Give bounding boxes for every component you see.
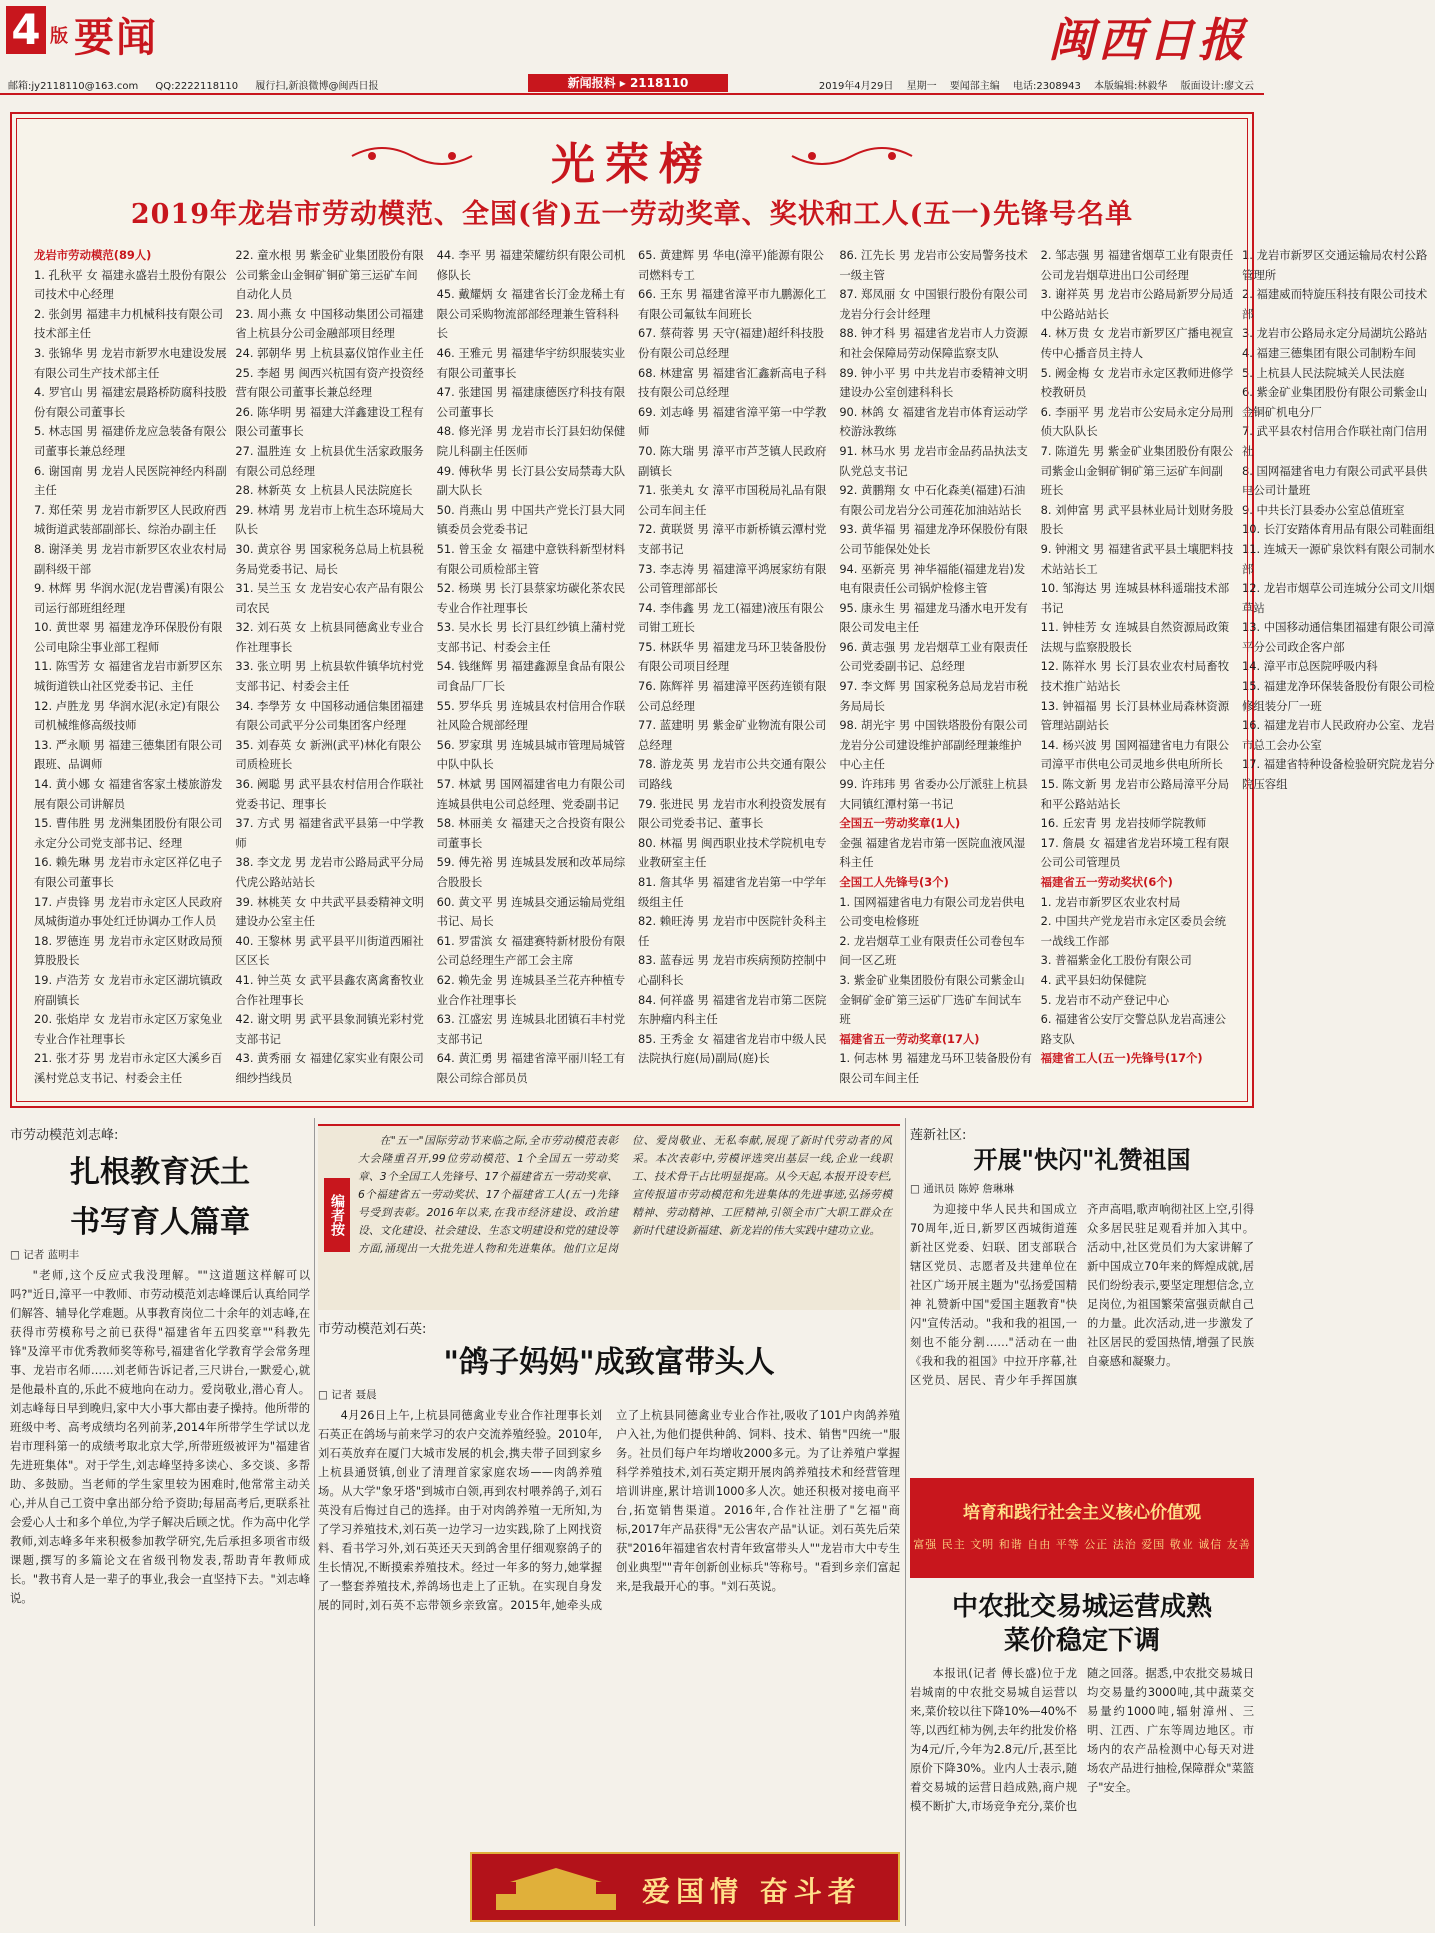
editor-note-tag: 编者按 [324,1178,350,1252]
honor-entry: 69. 刘志峰 男 福建省漳平第一中学教师 [637,404,827,439]
section-title: 要闻 [74,15,158,61]
article-headline: 中农批交易城运营成熟 [951,1592,1212,1622]
honor-entry: 54. 钱继辉 男 福建鑫源皇食品有限公司食品厂厂长 [436,659,626,694]
honor-entry: 22. 童水根 男 紫金矿业集团股份有限公司紫金山金铜矿铜矿第三运矿车间自动化人员 [235,248,424,302]
honor-subtitle: 2019年龙岩市劳动模范、全国(省)五一劳动奖章、奖状和工人(五一)先锋号名单 [130,199,1134,230]
honor-entry: 95. 康永生 男 福建龙马潘水电开发有限公司发电主任 [839,600,1028,635]
honor-entry: 32. 刘石英 女 上杭县同德禽业专业合作社理事长 [235,620,424,654]
paper-logo: 闽西日报 [1048,13,1248,67]
honor-entry: 4. 福建三德集团有限公司制粉车间 [1241,345,1416,360]
honor-entry: 94. 巫新亮 男 神华福能(福建龙岩)发电有限责任公司锅炉检修主管 [839,561,1026,596]
article-body: "老师,这个反应式我没理解。""这道题这样解可以吗?"近日,漳平一中教师、市劳动模范刘志峰课后认真给同学们解答、辅导化学难题。从事教育岗位二十余年的刘志峰,在获得市劳模称号之前已获得"福建省年五四奖章""科教先锋"及漳平市优秀教师奖等称号,福建省化学教育学会常务理事、龙岩市名师……刘老师告诉记者,三尺讲台,一默爱心,就是他最朴直的,乐此不疲地向在动力。爱岗敬业,潜心育人。刘志峰每日早到晚归,家中大小事大都由妻子操持。他所带的班级中考、高考成绩均名列前茅,2014年所带学生学试以龙岩市理科第一的成绩考取北京大学,所带班级被评为"福建省先进班集体"。对于学生,刘志峰坚持多读心、多交谈、多帮助、多鼓励。当老师的学生家里较为困难时,他常常主动关心,并从自己工资中拿出部分给予资助;每届高考后,更联系社会爱心人士和多个单位,为学子解决后顾之忧。作为高中化学教师,刘志峰多年来积极参加教学研究,先后承担多项省市级课题,撰写的多篇论文在省级刊物发表,帮助青年教师成长。"教书育人是一辈子的事业,我会一直坚持下去。"刘志峰说。 [10,1269,310,1605]
honor-entry: 12. 龙岩市烟草公司连城分公司文川烟草站 [1241,581,1435,615]
honor-entry: 58. 林丽美 女 福建天之合投资有限公司董事长 [436,816,626,850]
honor-entry: 57. 林斌 男 国网福建省电力有限公司连城县供电公司总经理、党委副书记 [436,777,626,811]
honor-entry: 85. 王秀金 女 福建省龙岩市中级人民法院执行庭(局)副局(庭)长 [637,1031,827,1066]
honor-entry: 61. 罗雷滨 女 福建赛特新材股份有限公司总经理生产部工会主席 [436,933,626,968]
honor-entry: 14. 漳平市总医院呼吸内科 [1241,659,1378,674]
honor-entry: 16. 福建龙岩市人民政府办公室、龙岩市总工会办公室 [1241,718,1435,752]
honor-entry: 72. 黄联贤 男 漳平市新桥镇云潭村党支部书记 [637,522,827,556]
patriotic-banner [470,1852,900,1922]
honor-category: 福建省五一劳动奖章(17人) [839,1031,980,1046]
honor-entry: 53. 吴水长 男 长汀县红纱镇上蒲村党支部书记、村委会主任 [436,620,626,654]
honor-entry: 17. 詹晨 女 福建省龙岩环境工程有限公司公司管理员 [1040,835,1230,870]
article-headline: 开展"快闪"礼赞祖国 [973,1145,1191,1174]
honor-entry: 39. 林桃芙 女 中共武平县委精神文明建设办公室主任 [235,894,424,929]
article-body: 4月26日上午,上杭县同德禽业专业合作社理事长刘石英正在鸽场与前来学习的农户交流养殖经验。2010年,刘石英放弃在厦门大城市发展的机会,携夫带子回到家乡上杭县通贤镇,创业了清理首家家庭农场——肉鸽养殖场。从大学"象牙塔"到城市白领,再到农村喂养鸽子,刘石英没有后悔过自己的选择。由于对肉鸽养殖一无所知,为了学习养殖技术,刘石英一边学习一边实践,除了上网找资料、看书学习外,刘石英还天天到鸽舍里仔细观察鸽子的生长情况,不断摸索养殖技术。经过一年多的努力,她掌握了一整套养殖技术,养鸽场也走上了正轨。在实现自身发展的同时,刘石英不忘带领乡亲致富。2015年,她牵头成立了上杭县同德禽业专业合作社,吸收了101户肉鸽养殖户入社,为他们提供种鸽、饲料、技术、销售"四统一"服务。社员们每户年均增收2000多元。为了让养殖户掌握科学养殖技术,刘石英定期开展肉鸽养殖技术和经营管理培训讲座,累计培训1000多人次。她还积极对接电商平台,拓宽销售渠道。2016年,合作社注册了"乞福"商标,2017年产品获得"无公害农产品"认证。刘石英先后荣获"2016年福建省农村青年致富带头人""龙岩市大中专生创业典型""青年创新创业标兵"等称号。"看到乡亲们富起来,是我最开心的事。"刘石英说。 [318,1409,900,1612]
honor-entry: 5. 阙金梅 女 龙岩市永定区教师进修学校教研员 [1040,365,1234,400]
honor-entry: 64. 黄汇勇 男 福建省漳平丽川轻工有限公司综合部员员 [436,1051,626,1085]
honor-entry: 7. 郑任荣 男 龙岩市新罗区人民政府西城街道武装部副部长、综治办副主任 [34,502,227,537]
honor-entry: 33. 张立明 男 上杭县软件镇华坑村党支部书记、村委会主任 [235,659,424,694]
honor-entry: 14. 杨兴波 男 国网福建省电力有限公司漳平市供电公司灵地乡供电所所长 [1040,737,1230,772]
honor-entry: 73. 李志涛 男 福建漳平鸿展家纺有限公司管理部部长 [637,561,827,596]
honor-entry: 68. 林建富 男 福建省汇鑫新高电子科技有限公司总经理 [637,365,827,400]
honor-entry: 79. 张进民 男 龙岩市水利投资发展有限公司党委书记、董事长 [637,796,827,831]
honor-entry: 56. 罗家琪 男 连城县城市管理局城管中队中队长 [436,737,626,772]
honor-entry: 10. 黄世翠 男 福建龙净环保股份有限公司电除尘事业部工程师 [34,620,223,654]
core-values-banner [910,1478,1254,1578]
tiananmen-icon [486,1864,626,1914]
honor-entry: 31. 吴兰玉 女 龙岩安心农产品有限公司农民 [235,581,424,615]
honor-entry: 35. 刘春英 女 新洲(武平)林化有限公司质检班长 [235,737,422,772]
honor-entry: 2. 福建威而特旋压科技有限公司技术部 [1241,287,1428,321]
honor-category: 全国五一劳动奖章(1人) [839,816,961,831]
honor-entry: 93. 黄华福 男 福建龙净环保股份有限公司节能保处处长 [839,522,1028,556]
honor-entry: 46. 王雅元 男 福建华宇纺织服装实业有限公司董事长 [436,345,626,380]
info-bar [0,74,1264,92]
honor-entry: 4. 罗官山 男 福建宏晨路桥防腐科技股份有限公司董事长 [34,385,227,419]
honor-entry: 13. 中国移动通信集团福建有限公司漳平分公司政企客户部 [1241,620,1435,654]
honor-category: 全国工人先锋号(3个) [839,875,949,889]
honor-entry: 16. 赖先琳 男 龙岩市永定区祥亿电子有限公司董事长 [34,855,223,889]
honor-entry: 1. 何志林 男 福建龙马环卫装备股份有限公司车间主任 [839,1051,1032,1085]
honor-entry: 90. 林鸽 女 福建省龙岩市体育运动学校游泳教练 [839,404,1028,439]
article-vegetable-market [910,1590,1254,1928]
honor-entry: 10. 长汀安踏体育用品有限公司鞋面组 [1241,522,1435,537]
honor-entry: 50. 肖燕山 男 中国共产党长汀县大同镇委员会党委书记 [436,502,626,537]
honor-entry: 60. 黄文平 男 连城县交通运输局党组书记、局长 [436,894,626,929]
honor-entry: 6. 李丽平 男 龙岩市公安局永定分局刑侦大队队长 [1040,404,1234,439]
honor-entry: 10. 邹海达 男 连城县林科遥瑞技术部书记 [1040,581,1230,615]
honor-entry: 8. 国网福建省电力有限公司武平县供电公司计量班 [1241,463,1428,498]
article-kicker: 市劳动模范刘志峰: [10,1128,119,1143]
honor-entry: 9. 钟湘文 男 福建省武平县土壤肥料技术站站长工 [1040,541,1234,576]
email[interactable]: 邮箱:jy2118110@163.com [8,81,139,92]
honor-entry: 91. 林马水 男 龙岩市金品药品执法支队党总支书记 [839,443,1028,478]
article-liu-zhifeng [10,1124,310,1928]
honor-entry: 49. 傅秋华 男 长汀县公安局禁毒大队副大队长 [436,463,626,498]
honor-entry: 41. 钟兰英 女 武平县鑫农离禽畜牧业合作社理事长 [235,972,424,1007]
honor-entry: 9. 林辉 男 华润水泥(龙岩曹溪)有限公司运行部班组经理 [34,581,225,615]
honor-entry: 3. 紫金矿业集团股份有限公司紫金山金铜矿金矿第三运矿厂选矿车间试车班 [839,972,1025,1027]
honor-entry: 87. 郑凤丽 女 中国银行股份有限公司龙岩分行会计经理 [839,287,1028,321]
honor-entry: 3. 谢祥英 男 龙岩市公路局新罗分局适中公路站站长 [1040,287,1234,321]
honor-entry: 48. 修光泽 男 龙岩市长汀县妇幼保健院儿科副主任医师 [436,424,626,458]
honor-entry: 74. 李伟鑫 男 龙工(福建)液压有限公司钳工班长 [637,600,824,635]
honor-entry: 13. 严永顺 男 福建三德集团有限公司跟班、品调师 [34,737,223,772]
honor-entry: 1. 孔秋平 女 福建永盛岩土股份有限公司技术中心经理 [34,267,227,302]
honor-entry: 76. 陈辉祥 男 福建漳平医药连锁有限公司总经理 [637,679,827,713]
honor-entry: 80. 林福 男 闽西职业技术学院机电专业教研室主任 [637,835,827,870]
article-headline: 扎根教育沃土 [70,1155,250,1190]
honor-entry: 70. 陈大瑞 男 漳平市芦芝镇人民政府副镇长 [637,443,827,478]
column-divider [905,1118,906,1926]
honor-entry: 67. 蔡荷蓉 男 天守(福建)超纤科技股份有限公司总经理 [637,326,824,360]
honor-entry: 15. 曹伟胜 男 龙洲集团股份有限公司永定分公司党支部书记、经理 [34,816,223,850]
honor-entry: 98. 胡光宇 男 中国铁塔股份有限公司龙岩分公司建设维护部副经理兼维护中心主任 [839,718,1028,772]
honor-entry: 21. 张才芬 男 龙岩市永定区大溪乡百溪村党总支书记、村委会主任 [34,1051,223,1085]
honor-entry: 52. 杨瑛 男 长汀县蔡家坊碳化茶农民专业合作社理事长 [436,581,626,615]
honor-entry: 27. 温胜连 女 上杭县优生活家政服务有限公司总经理 [235,443,424,478]
honor-entry: 20. 张焰岸 女 龙岩市永定区万家兔业专业合作社理事长 [34,1012,223,1046]
article-body: 本报讯(记者 傅长盛)位于龙岩城南的中农批交易城自运营以来,菜价较以往下降10%—40%不等,以西红柿为例,去年约批发价格为4元/斤,今年为2.8元/斤,甚至比原价下降30%。业内人士表示,随着交易城的运营日趋成熟,商户规模不断扩大,市场竞争充分,菜价也随之回落。据悉,中农批交易城日均交易量约3000吨,其中蔬菜交易量约1000吨,辐射漳州、三明、江西、广东等周边地区。市场内的农产品检测中心每天对进场农产品进行抽检,保障群众"菜篮子"安全。 [910,1667,1254,1813]
article-body: 为迎接中华人民共和国成立70周年,近日,新罗区西城街道莲新社区党委、妇联、团支部联合辖区党员、志愿者及共建单位在社区广场开展主题为"弘扬爱国精神 礼赞新中国"爱国主题教育"快闪"宣传活动。"我和我的祖国,一刻也不能分割……"活动在一曲《我和我的祖国》中拉开序幕,社区党员、居民、青少年手挥国旗齐声高唱,歌声响彻社区上空,引得众多居民驻足观看并加入其中。活动中,社区党员们为大家讲解了新中国成立70年来的辉煌成就,居民们纷纷表示,要坚定理想信念,立足岗位,为祖国繁荣富强贡献自己的力量。此次活动,进一步激发了社区居民的爱国热情,增强了民族自豪感和凝聚力。 [910,1203,1254,1387]
honor-entry: 51. 曾玉金 女 福建中意铁科新型材料有限公司质检部主管 [436,541,626,576]
chief-editor: 要闻部主编 [949,81,1000,92]
article-headline: "鸽子妈妈"成致富带头人 [443,1345,775,1380]
honor-entry: 38. 李文龙 男 龙岩市公路局武平分局代虎公路站站长 [235,855,424,889]
honor-entry: 11. 连城天一源矿泉饮料有限公司制水部 [1241,541,1435,576]
honor-entry: 25. 李超 男 闽西兴杭国有资产投资经营有限公司董事长兼总经理 [235,365,424,400]
honor-entry: 82. 赖旺涛 男 龙岩市中医院针灸科主任 [637,914,827,948]
honor-entry: 7. 武平县农村信用合作联社南门信用社 [1241,424,1428,458]
honor-entry: 65. 黄建辉 男 华电(漳平)能源有限公司燃料专工 [637,248,824,282]
honor-entry: 17. 卢贵锋 男 龙岩市永定区人民政府凤城街道办事处红迁协调办工作人员 [34,894,223,929]
page-suffix: 版 [50,26,68,47]
article-liu-shiying [318,1318,900,1928]
core-values-list: 富强 民主 文明 和谐 自由 平等 公正 法治 爱国 敬业 诚信 友善 [913,1538,1251,1551]
honor-entry: 8. 刘伸富 男 武平县林业局计划财务股股长 [1040,502,1234,537]
qq: QQ:2222118110 [155,81,239,92]
honor-entry: 75. 林跃华 男 福建龙马环卫装备股份有限公司项目经理 [637,639,827,674]
honor-entry: 2. 中国共产党龙岩市永定区委员会统一战线工作部 [1040,914,1226,948]
article-kicker: 市劳动模范刘石英: [318,1322,427,1337]
honor-entry: 19. 卢浩芳 女 龙岩市永定区湖坑镇政府副镇长 [34,972,223,1007]
honor-entry: 9. 中共长汀县委办公室总值班室 [1241,502,1405,517]
honor-entry: 5. 龙岩市不动产登记中心 [1040,992,1170,1007]
honor-entry: 47. 张建国 男 福建康德医疗科技有限公司董事长 [436,385,626,419]
core-values-title: 培育和践行社会主义核心价值观 [963,1503,1201,1523]
honor-entry: 34. 李學芳 女 中国移动通信集团福建有限公司武平分公司集团客户经理 [235,698,424,733]
article-headline-line2: 书写育人篇章 [70,1205,250,1240]
honor-entry: 2. 邹志强 男 福建省烟草工业有限责任公司龙岩烟草进出口公司经理 [1040,248,1234,282]
honor-entry: 62. 赖先金 男 连城县圣兰花卉种植专业合作社理事长 [436,972,626,1007]
honor-entry: 96. 黄志强 男 龙岩烟草工业有限责任公司党委副书记、总经理 [839,639,1028,674]
honor-entry: 83. 蓝春远 男 龙岩市疾病预防控制中心副科长 [637,953,827,987]
honor-entry: 84. 何祥盛 男 福建省龙岩市第二医院东肿瘤内科主任 [637,992,827,1027]
honor-entry: 11. 陈雪芳 女 福建省龙岩市新罗区东城街道铁山社区党委书记、主任 [34,659,223,694]
editor-note-body: 在"五一"国际劳动节来临之际,全市劳动模范表彰大会隆重召开,99位劳动模范、1个全国五一劳动奖章、3个全国工人先锋号、17个福建省五一劳动奖章、6个福建省五一劳动奖状、17个福建省工人(五一)先锋号受到表彰。2016年以来,在我市经济建设、政治建设、文化建设、社会建设、生态文明建设和党的建设等方面,涌现出一大批先进人物和先进集体。他们立足岗位、爱岗敬业、无私奉献,展现了新时代劳动者的风采。本次表彰中,劳模评选突出基层一线,企业一线职工、技术骨干占比明显提高。从今天起,本报开设专栏,宣传报道市劳动模范和先进集体的先进事迹,弘扬劳模精神、劳动精神、工匠精神,引领全市广大职工群众在新时代建设新福建、新龙岩的伟大实践中建功立业。 [358,1134,892,1255]
honor-entry: 99. 许玮玮 男 省委办公厅派驻上杭县大同镇红潭村第一书记 [839,777,1028,811]
honor-board [10,112,1435,1108]
editor-note [318,1124,900,1310]
honor-entry: 71. 张美丸 女 漳平市国税局礼品有限公司车间主任 [637,483,827,517]
honor-entry: 88. 钟才科 男 福建省龙岩市人力资源和社会保障局劳动保障监察支队 [839,326,1028,360]
honor-entry: 1. 龙岩市新罗区农业农村局 [1040,894,1181,909]
honor-entry: 86. 江先长 男 龙岩市公安局警务技术一级主管 [839,248,1028,282]
article-byline: □ 记者 蓝明丰 [10,1249,80,1261]
honor-entry: 97. 李文辉 男 国家税务总局龙岩市税务局局长 [839,679,1028,713]
honor-entry: 4. 林万贵 女 龙岩市新罗区广播电视宣传中心播音员主持人 [1040,326,1234,360]
honor-entry: 43. 黄秀丽 女 福建亿家实业有限公司细纱挡线员 [235,1051,424,1085]
honor-category: 福建省五一劳动奖状(6个) [1040,875,1173,889]
article-byline: □ 通讯员 陈婷 詹琳琳 [910,1183,1014,1195]
honor-entry: 28. 林新英 女 上杭县人民法院庭长 [235,483,413,498]
article-byline: □ 记者 聂晨 [318,1389,377,1401]
honor-entry: 59. 傅先裕 男 连城县发展和改革局综合股股长 [436,855,626,889]
honor-entry: 7. 陈道先 男 紫金矿业集团股份有限公司紫金山金铜矿铜矿第三运矿车间副班长 [1040,443,1234,498]
honor-entry: 8. 谢泽美 男 龙岩市新罗区农业农村局副科级干部 [34,541,227,576]
honor-entry: 36. 阙聪 男 武平县农村信用合作联社党委书记、理事长 [235,777,424,811]
honor-entry: 18. 罗德连 男 龙岩市永定区财政局预算股股长 [34,933,223,968]
honor-entry: 2. 龙岩烟草工业有限责任公司卷包车间一区乙班 [839,933,1025,968]
weekday: 星期一 [906,81,937,92]
honor-entry: 1. 国网福建省电力有限公司龙岩供电公司变电检修班 [839,894,1025,929]
honor-category: 福建省工人(五一)先锋号(17个) [1040,1051,1203,1066]
top-rule [0,93,1264,95]
honor-entry: 6. 紫金矿业集团股份有限公司紫金山金铜矿机电分厂 [1241,385,1428,419]
honor-entry: 45. 戴耀炳 女 福建省长汀金龙稀土有限公司采购物流部部经理兼生管科科长 [436,287,626,341]
honor-entry: 5. 上杭县人民法院城关人民法庭 [1241,365,1405,380]
honor-entry: 13. 钟福福 男 长汀县林业局森林资源管理站副站长 [1040,698,1230,733]
honor-entry: 42. 谢文明 男 武平县象洞镇光彩村党支部书记 [235,1012,424,1046]
design: 版面设计:廖文云 [1180,81,1254,92]
honor-entry: 1. 龙岩市新罗区交通运输局农村公路管理所 [1241,248,1428,282]
honor-entry: 89. 钟小平 男 中共龙岩市委精神文明建设办公室创建科科长 [839,365,1028,400]
honor-entry: 44. 李平 男 福建荣耀纺织有限公司机修队长 [436,248,626,282]
honor-entry: 24. 郭朝华 男 上杭县嘉仪馆作业主任 [235,345,424,360]
honor-entry: 3. 张锦华 男 龙岩市新罗水电建设发展有限公司生产技术部主任 [34,345,227,380]
phone: 电话:2308943 [1012,81,1081,92]
honor-entry: 5. 林志国 男 福建侨龙应急装备有限公司董事长兼总经理 [34,424,227,458]
article-headline-line2: 菜价稳定下调 [1003,1626,1160,1656]
honor-category: 龙岩市劳动模范(89人) [34,248,152,262]
honor-entry: 30. 黄京谷 男 国家税务总局上杭县税务局党委书记、局长 [235,541,424,576]
wechat: 履行扫,新浪微博@闽西日报 [255,81,379,92]
honor-title: 光荣榜 [551,139,713,190]
honor-entry: 15. 福建龙净环保装备股份有限公司检修组装分厂一班 [1241,679,1435,713]
honor-entry: 81. 詹其华 男 福建省龙岩第一中学年级组主任 [637,875,827,909]
honor-entry: 66. 王东 男 福建省漳平市九鹏源化工有限公司氟钛车间班长 [637,287,827,321]
honor-entry: 40. 王黎林 男 武平县平川街道西厢社区区长 [235,933,424,968]
honor-entry: 2. 张剑男 福建丰力机械科技有限公司技术部主任 [34,306,223,341]
honor-entry: 金强 福建省龙岩市第一医院血液风湿科主任 [839,835,1026,870]
honor-entry: 63. 江盛宏 男 连城县北团镇石丰村党支部书记 [436,1012,626,1046]
honor-entry: 3. 龙岩市公路局永定分局湖坑公路站 [1241,326,1428,341]
honor-entry: 11. 钟桂芳 女 连城县自然资源局政策法规与监察股股长 [1040,620,1230,654]
hotline-badge: 新闻报料 ▸ 2118110 [528,74,728,92]
patriotic-banner-text: 爱国情 奋斗者 [642,1875,862,1908]
honor-entry: 55. 罗华兵 男 连城县农村信用合作联社风险合规部经理 [436,698,626,733]
honor-entry: 3. 普福紫金化工股份有限公司 [1040,953,1192,968]
honor-list [34,246,1435,1098]
honor-entry: 78. 游龙英 男 龙岩市公共交通有限公司路线 [637,757,827,792]
honor-entry: 23. 周小燕 女 中国移动集团公司福建省上杭县分公司金融部项目经理 [235,306,424,341]
masthead [0,0,1264,92]
page-number: 4 [6,6,46,54]
article-kicker: 莲新社区: [910,1128,967,1143]
honor-entry: 37. 方式 男 福建省武平县第一中学教师 [235,816,424,850]
column-divider [314,1118,315,1926]
honor-entry: 6. 谢国南 男 龙岩人民医院神经内科副主任 [34,463,227,498]
honor-entry: 16. 丘宏青 男 龙岩技师学院教师 [1040,816,1207,831]
honor-entry: 92. 黄鹏翔 女 中石化森美(福建)石油有限公司龙岩分公司莲花加油站站长 [839,483,1026,517]
honor-entry: 6. 福建省公安厅交警总队龙岩高速公路支队 [1040,1012,1226,1046]
honor-entry: 12. 陈祥水 男 长汀县农业农村局畜牧技术推广站站长 [1040,659,1230,694]
honor-entry: 29. 林靖 男 龙岩市上杭生态环境局大队长 [235,502,424,537]
honor-entry: 4. 武平县妇幼保健院 [1040,972,1147,987]
date: 2019年4月29日 [818,81,894,92]
honor-entry: 77. 蓝建明 男 紫金矿业物流有限公司总经理 [637,718,827,752]
honor-entry: 15. 陈文新 男 龙岩市公路局漳平分局和平公路站站长 [1040,777,1230,811]
honor-entry: 26. 陈华明 男 福建大洋鑫建设工程有限公司董事长 [235,404,424,439]
honor-entry: 14. 黄小娜 女 福建省客家土楼旅游发展有限公司讲解员 [34,777,223,811]
honor-entry: 12. 卢胜龙 男 华润水泥(永定)有限公司机械维修高级技师 [34,698,220,733]
editor: 本版编辑:林毅华 [1094,81,1168,92]
honor-entry: 17. 福建省特种设备检验研究院龙岩分院压容组 [1241,757,1435,792]
